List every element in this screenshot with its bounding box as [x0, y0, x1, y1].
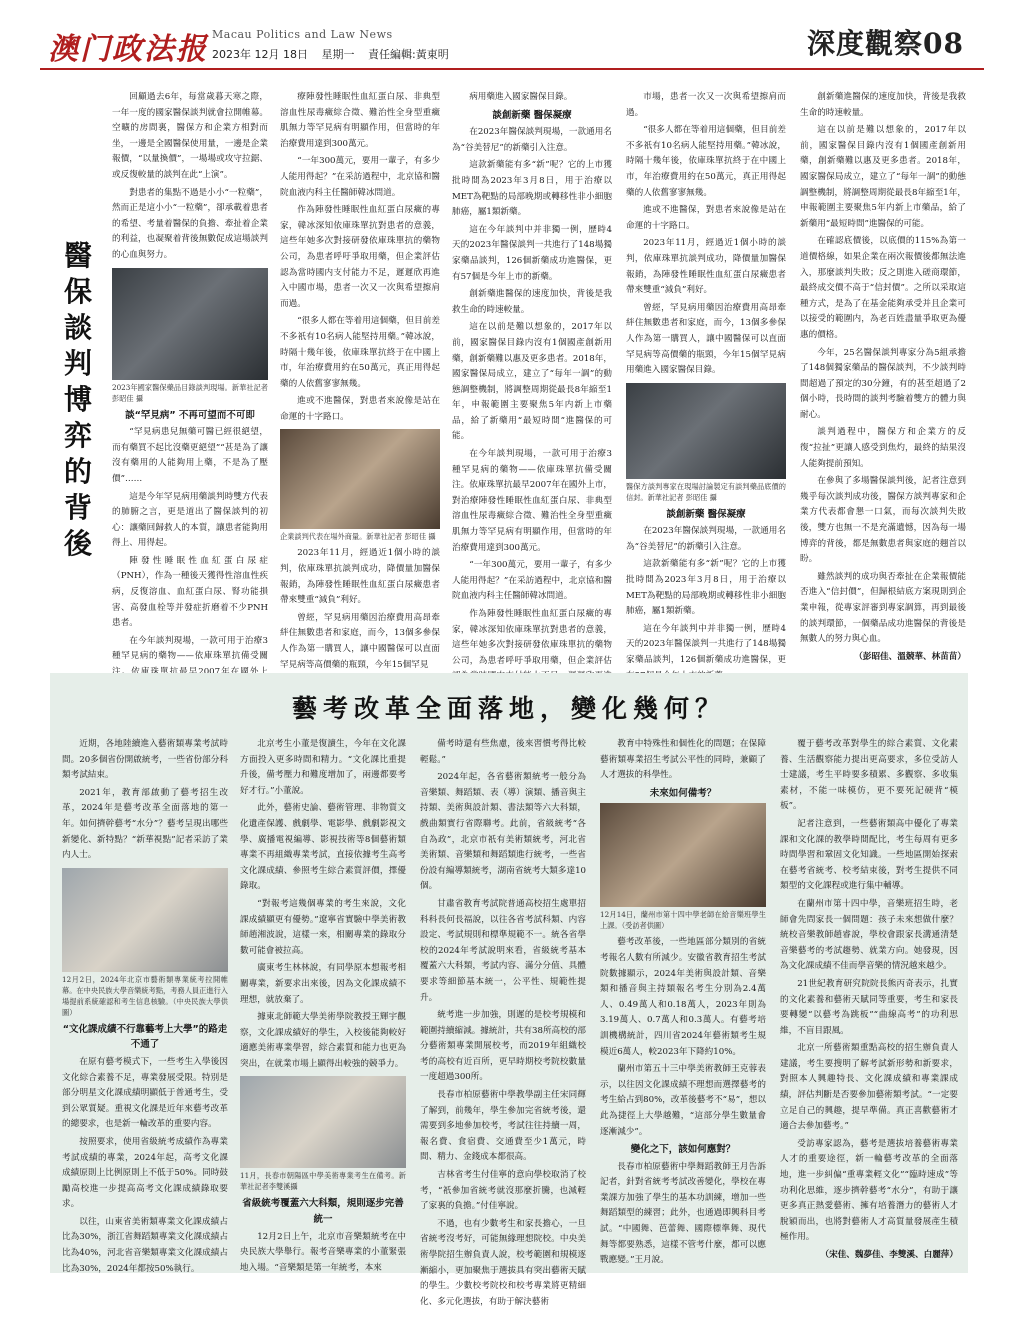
paragraph: 2023年11月，經過近1個小時的談判，依庫珠單抗談判成功，降價量加醫保報銷，為陣發性睡眠性血紅蛋白尿癥患者帶來雙重“減負”利好。 [626, 238, 786, 296]
newspaper-logo: 澳门政法报 [48, 32, 208, 67]
paragraph: 統考進一步加強，則遲的是校考規模和範圍持續縮減。據統計，共有38所高校的部分藝術類專業開展校考，而2019年組織校考的高校有近百所，更早時期校考院校數量一度超過300所。 [420, 1010, 586, 1083]
paragraph: “一年300萬元，要用一輩子，有多少人能用得起？”在采訪過程中，北京協和醫院血液内科主任醫師韓冰問道。 [452, 560, 612, 602]
photo-negotiation-room [112, 268, 268, 380]
paragraph: 療陣發性睡眠性血紅蛋白尿、非典型溶血性尿毒癥綜合徵、難治性全身型重癥肌無力等罕見病有明顯作用，但當時的年治療費用達到300萬元。 [280, 92, 440, 149]
photo-corridor [280, 429, 440, 529]
paragraph: 創新藥進醫保的速度加快，背後是我救生命的時速較量。 [452, 289, 612, 315]
paragraph: 教育中特殊性和個性化的問題；在保障藝術類專業招生考試公平性的同時，兼顧了人才選拔的科學性。 [600, 739, 766, 781]
photo-caption: 11月，長春市朝陽區中學美術專業考生在備考。新華社記者李雙溪攝 [240, 1171, 406, 1192]
paragraph: 吉林省考生付佳寧的意向學校取消了校考，“祇參加省統考就沒那麼折騰，也減輕了家裏的負擔。”付佳寧說。 [420, 1170, 586, 1212]
paragraph: 今年，25名醫保談判專家分為5組承擔了148個獨家藥品的醫保談判，不少談判時間超過了預定的30分鐘，有的甚至超過了2個小時，長時間的談判考驗着雙方的體力與耐心。 [800, 347, 966, 420]
bottom-col-3 [420, 737, 586, 1307]
bottom-article [50, 673, 968, 1307]
paragraph: 在今年談判現場，一款可用于治療3種罕見病的藥物——依庫珠單抗備受關注。依庫珠單抗最早2007年在國外上市，對治療陣發性睡眠性血紅蛋白尿、非典型溶血性尿毒癥綜合徵、難治性全身型重癥肌無力等罕見病有明顯作用，但當時的年治療費用達到300萬元。 [452, 449, 612, 553]
subheading: 省級統考覆蓋六大科類，規則逐步完善統一 [242, 1198, 404, 1226]
paragraph: 這款新藥能有多“新”呢？它的上市獲批時間為2023年3月8日，用于治療以MET為靶點的局部晚期或轉移性非小細胞肺癌，屬1類新藥。 [452, 160, 612, 218]
paragraph: 蘭州市第五十三中學美術教師王克蓉表示，以往因文化課成績不理想而選擇藝考的考生給占到80%，改革後藝考不“易”，想以此為捷徑上大學越難，“這部分學生數量會逐漸減少”。 [600, 1064, 766, 1137]
masthead [40, 20, 984, 68]
paragraph: 覆于藝考改革對學生的綜合素質、文化素養、生活觀察能力提出更高要求，多位受訪人士建議，考生平時要多積累、多觀察、多收集素材，不能一味模仿，更不要死記硬背“模板”。 [780, 739, 958, 812]
paragraph: 受訪專家認為，藝考是選拔培養藝術專業人才的重要途徑，新一輪藝考改革的全面落地，進一步糾偏“重專業輕文化”“臨時速成”等功利化思維，逐步擠幹藝考“水分”，有助于讓更多真正熱愛藝術、擁有培養潛力的藝術人才脫穎而出，也將對藝術人才高質量發展產生積極作用。 [780, 1138, 958, 1243]
photo-art-students [240, 1076, 406, 1168]
paragraph: “一年300萬元，要用一輩子，有多少人能用得起？”在采訪過程中，北京協和醫院血液内科主任醫師韓冰問道。 [280, 156, 440, 198]
top-col-3 [452, 90, 612, 666]
subheading: 變化之下，該如何應對？ [630, 1144, 736, 1156]
paragraph: 市場，患者一次又一次與希望擦肩而過。 [626, 92, 786, 118]
paragraph: 此外，藝術史論、藝術管理、非物質文化遺產保護、戲劇學、電影學、戲劇影視文學、廣播電視編導、影視技術等8個藝術類專業不再組織專業考試，直接依據考生高考文化課成績、參照考生綜合素質評價，擇優錄取。 [240, 803, 406, 892]
paragraph: 陣發性睡眠性血紅蛋白尿症（PNH），作為一種後天獲得性溶血性疾病，反復溶血、血紅蛋白尿、腎功能損害、高發血栓等并發症折磨着不少PNH患者。 [112, 555, 268, 629]
paragraph: “很多人都在等着用這個藥，但目前差不多祇有10名病人能堅持用藥。”韓冰說，時隔十幾年後，依庫珠單抗終于在中國上市，年治療費用約在50萬元，真正用得起藥的人依舊寥寥無幾。 [626, 125, 786, 198]
photo-exam-venue [62, 868, 228, 972]
english-name: Macau Politics and Law News [212, 28, 393, 41]
paragraph: 廣東考生林林說，有同學原本想報考相關專業，新要求出來後，因為文化課成績不理想，就放棄了。 [240, 963, 406, 1005]
photo-caption: 企業談判代表在場外商量。新華社記者 彭昭佳 攝 [280, 532, 436, 542]
paragraph: 2023年11月，經過近1個小時的談判，依庫珠單抗談判成功，降價量加醫保報銷，為陣發性睡眠性血紅蛋白尿癥患者帶來雙重“減負”利好。 [280, 548, 440, 606]
paragraph: 進或不進醫保，對患者來說像是站在命運的十字路口。 [626, 205, 786, 231]
paragraph: 對患者的集點不過是小小“一粒藥”，然而正是這小小“一粒藥”，卻承載着患者的希望、考量着醫保的負擔、牽扯着企業的利益，也凝聚着背後無數促成這場談判的心血與努力。 [112, 187, 268, 260]
paragraph: 這是今年罕見病用藥談判時雙方代表的肺腑之言，更是道出了醫保談判的初心：讓藥回歸救人的本質，讓患者能夠用得上、用得起。 [112, 491, 268, 549]
paragraph: 按照要求，使用省級統考成績作為專業考試成績的專業，2024年起，高考文化課成績原則上比例原則上不低于50%。同時鼓勵高校進一步提高高考文化課成績錄取要求。 [62, 1136, 228, 1210]
paragraph: 在今年談判現場，一款可用于治療3種罕見病的藥物——依庫珠單抗備受關 [112, 635, 268, 662]
top-article [50, 90, 970, 670]
paragraph: 這款新藥能有多“新”呢？它的上市獲批時間為2023年3月8日，用于治療以MET為靶點的局部晚期或轉移性非小細胞肺癌，屬1類新藥。 [626, 559, 786, 617]
subheading: 談創新藥 醫保凝療 [666, 508, 746, 520]
paragraph: 12月2日上午，北京市音樂類統考在中央民族大學舉行。報考音樂專業的小董緊張地入場。“音樂類是第一年統考，本來 [240, 1231, 406, 1273]
paragraph: 在確認底價後，以底價的115%為第一道價格線，如果企業在兩次報價後都無法進入，那麼談判失敗；反之則進入磋商環節，最終成交價不高于“信封價”。之所以采取這種方式，是為了在基金能夠承受并且企業可以接受的範圍内，為老百姓盡量爭取更為優惠的價格。 [800, 236, 966, 340]
paragraph: “對報考這幾個專業的考生來說，文化課成績顯更有優勢。”遼寧省實驗中學美術教師趙湘波說，這樣一來，相關專業的錄取分數可能會被拉高。 [240, 898, 406, 956]
issue-date: 2023年 12月 18日 [212, 48, 308, 61]
paragraph: 作為陣發性睡眠性血紅蛋白尿癥的專家，韓冰深知依庫珠單抗對患者的意義，這些年她多次對接研發依庫珠單抗的藥物公司，為患者呼吁爭取用藥，但企業評估 [452, 609, 612, 666]
photo-music-class [600, 803, 766, 907]
paragraph: 病用藥進入國家醫保目錄。 [469, 92, 573, 102]
bottom-col-2 [240, 737, 406, 1273]
top-col-5 [800, 90, 966, 660]
paragraph: 作為陣發性睡眠性血紅蛋白尿癥的專家，韓冰深知依庫珠單抗對患者的意義，這些年她多次對接研發依庫珠單抗的藥物公司，為患者呼吁爭取用藥，但企業評估認為當時國内支付能力不足，遲遲欣再進入中國市場，患者一次又一次與希望擦肩而過。 [280, 205, 440, 309]
paragraph: 2024年起，各省藝術類統考一般分為音樂類、舞蹈類、表（導）演類、播音與主持類、美術與設計類、書法類等六大科類，戲曲類實行省際聯考。此前，省級統考“各自為政”，北京市祇有美術類統考，河北省美術類、音樂類和舞蹈類進行統考，一些省份設有編導類統考，湖南省統考大類多達10個。 [420, 772, 586, 892]
paragraph: 21世紀教育研究院院長熊丙奇表示，扎實的文化素養和藝術天賦同等重要，考生和家長要轉變“以藝考為跳板”“曲線高考”的功利思維，不盲目跟風。 [780, 978, 958, 1036]
paragraph: 藝考改革後，一些地區部分類別的省統考報名人數有所減少。安徽省教育招生考試院數據顯示，2024年美術與設計類、音樂類和播音與主持類報名考生分別為2.4萬人、0.49萬人和0.18萬人，2023年則為3.19萬人、0.7萬人和0.3萬人。有藝考培訓機構統計，四川省2024年藝術類考生規模近6萬人，較2023年下降約10%。 [600, 937, 766, 1057]
paragraph: 在2023年醫保談判現場，一款通用名為“谷美替尼”的新藥引入注意。 [452, 127, 612, 153]
paragraph: 長春市柏原藝術中學舞蹈教師王月告訴記者，針對省統考考試改善變化，學校在專業課方加強了學生的基本功訓練，增加一些舞蹈類型的練習；此外，也通過即興科目考試。“中國舞、芭蕾舞、國際標準舞、現代舞等都要熟悉，這樣不管考什麼，都可以應戰應變。”王月說。 [600, 1161, 766, 1266]
paragraph: 曾經，罕見病用藥因治療費用高昂牽絆住無數患者和家庭，而今，13個多參保人作為第一購買人，讓中國醫保可以直面罕見病等高價藥的瓶頸，今年15個罕見病用藥進入國家醫保目錄。 [626, 302, 786, 376]
subheading: “文化課成績不行靠藝考上大學”的路走不通了 [62, 1023, 228, 1051]
photo-caption: 12月2日，2024年北京市藝術類專業統考拉開帷幕。在中央民族大學音樂統考點，考務人員正進行入場提前系統確認和考生信息核驗。（中央民族大學供圖） [62, 974, 228, 1017]
paragraph: 據東北師範大學美術學院教授王輝宇觀察，文化課成績好的學生，入校後能夠較好適應美術專業學習，綜合素質和能力也更為突出，在就業市場上顯得出較強的競爭力。 [240, 1012, 406, 1069]
photo-experts-discussion [626, 383, 786, 479]
paragraph: 北京考生小董是復讀生，今年在文化課方面投入更多時間和精力。“文化課比重提升後，備考壓力和難度增加了，兩邊都要考好才行。”小董說。 [240, 739, 406, 796]
paragraph: 在原有藝考模式下，一些考生入學後因文化綜合素養不足，專業發展受限。特別是部分明星文化課成績明顯低于普通考生，受到公眾質疑。重視文化課是近年來藝考改革的總要求，也是新一輪改革的重要内容。 [62, 1056, 228, 1130]
paragraph: 這在今年談判中并非獨一例，歷時4天的2023年醫保談判一共進行了148場獨家藥品談判，126個新藥成功進醫保，更有57個是今年上市的新藥。 [452, 224, 612, 282]
masthead-rule [40, 68, 984, 70]
top-col-4 [626, 90, 786, 666]
top-col-2 [280, 90, 440, 670]
photo-caption: 2023年國家醫保藥品目錄談判現場。新華社記者 彭昭佳 攝 [112, 382, 268, 403]
bottom-col-1 [62, 737, 228, 1274]
paragraph: 記者注意到，一些藝術類高中優化了專業課和文化課的教學時間配比，考生每周有更多時間學習和鞏固文化知識。一些地區開始探索在藝考省統考、校考結束後，對考生提供不同類型的文化課程或進行集中輔導。 [780, 818, 958, 892]
paragraph: 甘肅省教育考試院普通高校招生處單招科科長何長福說，以往各省考試科類、内容設定、考試規則和標準規範不一。統各省學校的2024年考試說明來看，省級統考基本覆蓋六大科類，考試内容、滿分分值、具體要求等細節基本統一，公平性、規範性提升。 [420, 898, 586, 1003]
bottom-col-5 [780, 737, 958, 1267]
paragraph: 不過，也有少數考生和家長擔心，一旦省統考沒考好，可能無緣理想院校。中央美術學院招生辦負責人說，校考範圍和規模逐漸縮小，更加聚焦于選拔具有突出藝術天賦的學生。少數校考院校和校考專業將更精細化、多元化選拔，有助于解決藝術 [420, 1218, 586, 1307]
issue-info [212, 46, 459, 62]
paragraph: 長春市柏原藝術中學教學副主任宋同輝了解到，前幾年，學生參加完省統考後，還需要到多地參加校考，考試往往持續一周，報名費、食宿費、交通費至少1萬元，時間、精力、金錢成本都很高。 [420, 1090, 586, 1163]
paragraph: 創新藥進醫保的速度加快，背後是我救生命的時速較量。 [800, 92, 966, 118]
paragraph: “很多人都在等着用這個藥，但目前差不多祇有10名病人能堅持用藥。”韓冰說，時隔十幾年後，依庫珠單抗終于在中國上市，年治療費用約在50萬元，真正用得起藥的人依舊寥寥無幾。 [280, 316, 440, 389]
article-byline: （宋佳、魏夢佳、李雙溪、白麗萍） [820, 1250, 958, 1260]
paragraph: 以往，山東省美術類專業文化課成績占比為30%，浙江省舞蹈類專業文化課成績占比為40%，河北省音樂類專業文化課成績占比為30%，2024年都按50%執行。 [62, 1216, 228, 1274]
article-byline: （彭昭佳、溫競華、林苗苗） [854, 651, 966, 662]
paragraph: 這在以前是難以想象的，2017年以前，國家醫保目錄内沒有1個國產創新用藥，創新藥難以惠及更多患者。2018年，國家醫保局成立，建立了“每年一調”的動態調整機制，將調整周期從最長8年縮至1年，申報範圍主要聚焦5年内新上市藥品，給了新藥用“最短時間”進醫保的可能。 [800, 125, 966, 229]
paragraph: 北京一所藝術類重點高校的招生辦負責人建議，考生要搜明了解考試新形勢和新要求，對照本人興趣特長、文化課成績和專業課成績，評估判斷是否要參加藝術類考試。“一定要立足自己的興趣，提早準備。真正喜歡藝術才適合去參加藝考。” [780, 1043, 958, 1132]
paragraph: 在2023年醫保談判現場，一款通用名為“谷美替尼”的新藥引入注意。 [626, 526, 786, 552]
paragraph: 這在以前是難以想象的，2017年以前，國家醫保目錄内沒有1個國產創新用藥，創新藥難以惠及更多患者。2018年，國家醫保局成立，建立了“每年一調”的動態調整機制，將調整周期從最長8年縮至1年，申報範圍主要聚焦5年内新上市藥品，給了新藥用“最短時間”進醫保的可能。 [452, 322, 612, 442]
section-title: 深度觀察08 [807, 27, 964, 60]
paragraph: 這在今年談判中并非獨一例，歷時4天的2023年醫保談判一共進行了148場獨家藥品談判，126個新藥成功進醫保，更 [626, 623, 786, 666]
paragraph: 回顧過去6年，每當歲暮天寒之際，一年一度的國家醫保談判就會拉開帷幕。空曠的房間裏，醫保方和企業方相對而坐，一邊是全國醫保使用量，一邊是企業報價，“以量換價”，一場場或攻守拉鋸、或反復較量的談判在此“上演”。 [112, 92, 268, 180]
paragraph: 在參與了多場醫保談判後，記者注意到幾乎每次談判成功後，醫保方談判專家和企業方代表都會懇一口氣，而每次談判失敗後，雙方也無一不是充滿遺憾，因為每一場博弈的背後，都是無數患者與家庭的翹首以盼。 [800, 476, 966, 565]
paragraph: 2021年，教育部啟動了藝考招生改革，2024年是藝考改革全面落地的第一年。如何擠幹藝考“水分”？藝考呈現出哪些新變化、新特點？“新華視點”記者采訪了業内人士。 [62, 787, 228, 861]
photo-caption: 醫保方談判專家在現場討論製定有談判藥品底價的信封。新華社記者 彭昭佳 攝 [626, 481, 786, 502]
paragraph: 在蘭州市第十四中學，音樂班招生時，老師會先問家長一個問題：孩子未來想做什麼？統校音樂教師趙睿說，學校會跟家長溝通清楚音樂藝考的考試趨勢、就業方向。她發現，因為文化課成績不佳而學音樂的情況越來越少。 [780, 898, 958, 972]
top-col-1-text [112, 90, 268, 264]
paragraph: “罕見病患兒無藥可醫已經很絕望，而有藥買不起比沒藥更絕望”“甚是為了讓沒有藥用的人能夠用上藥，不是為了壓價”…… [112, 427, 268, 484]
subheading: 談創新藥 醫保凝療 [492, 109, 572, 121]
issue-weekday: 星期一 [321, 48, 355, 61]
subheading: 未來如何備考？ [649, 787, 717, 799]
top-col-1 [112, 90, 268, 660]
paragraph: 備考時還有些焦慮，後來習慣考得比較輕鬆。” [420, 739, 586, 765]
paragraph: 進或不進醫保，對患者來說像是站在命運的十字路口。 [280, 396, 440, 422]
top-article-title: 醫保談判博弈的背後 [63, 239, 92, 560]
bottom-col-4 [600, 737, 766, 1267]
issue-editor: 責任編輯:黃東明 [367, 48, 449, 61]
bottom-article-title: 藝考改革全面落地，變化幾何？ [291, 694, 726, 723]
subheading: 談“罕見病” 不再可望而不可即 [125, 409, 255, 421]
paragraph: 近期，各地陸續進入藝術類專業考試時間。20多個省份開啟統考，一些省份部分科類考試結束。 [62, 739, 228, 781]
paragraph: 曾經，罕見病用藥因治療費用高昂牽絆住無數患者和家庭，而今，13個多參保人作為第一購買人，讓中國醫保可以直面罕見病等高價藥的瓶頸，今年15個罕見 [280, 612, 440, 670]
paragraph: 雖然談判的成功與否牽扯在企業報價能否進入“信封價”，但歸根結底方案現則到企業申報，從專家評審到專家調算，再到最後的談判環節，一個藥品成功進醫保的背後是無數人的努力與心血。 [800, 571, 966, 645]
photo-caption: 12月14日，蘭州市第十四中學老師在給音樂班學生上課。（受訪者供圖） [600, 910, 766, 931]
paragraph: 談判過程中，醫保方和企業方的反復“拉扯”更讓人感受到焦灼，最終的結果沒人能夠提前預知。 [800, 427, 966, 469]
